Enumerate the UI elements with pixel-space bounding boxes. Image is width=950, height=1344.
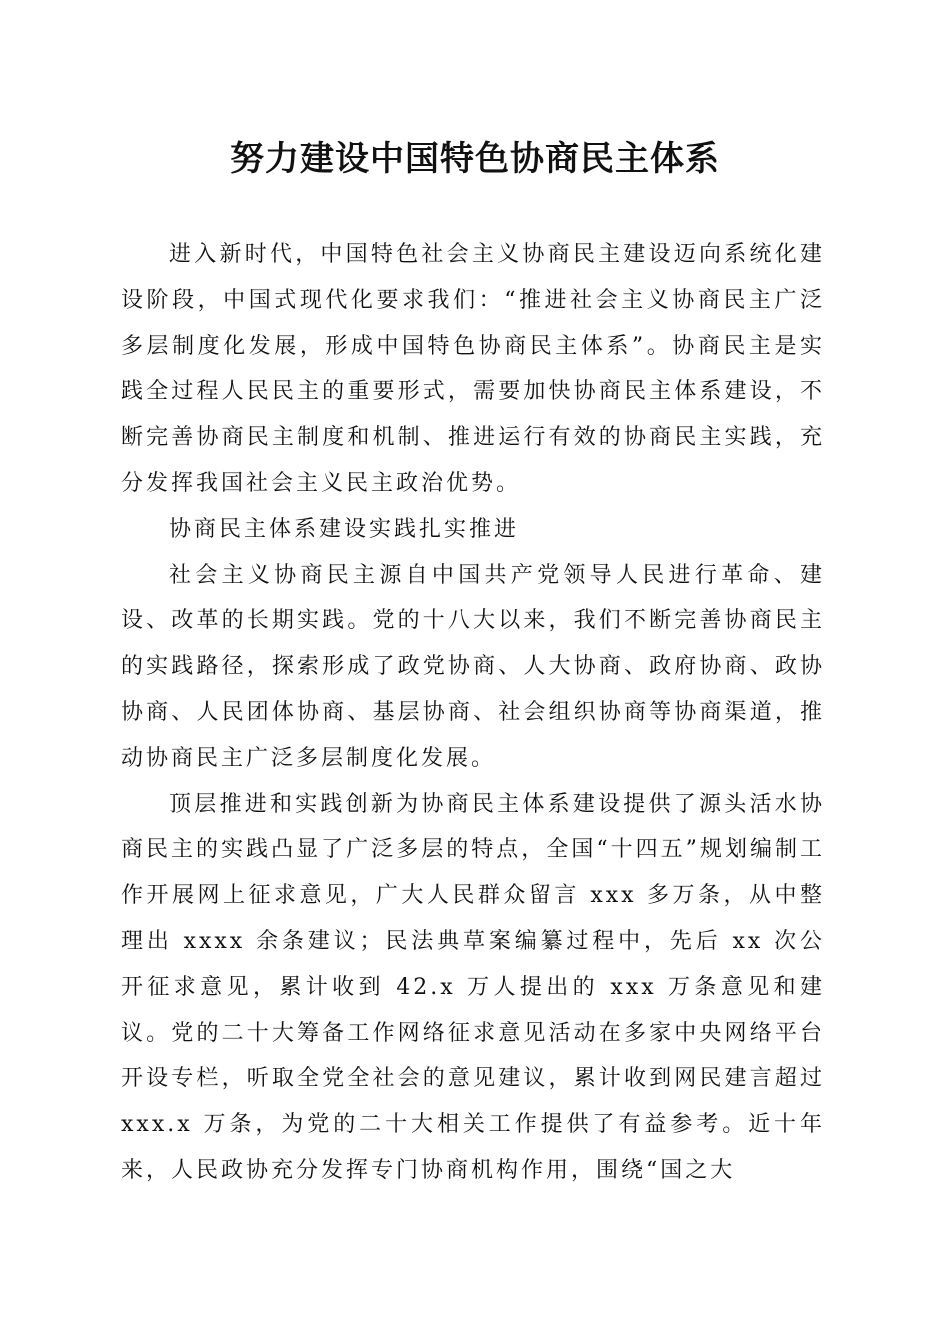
paragraph-practice: 顶层推进和实践创新为协商民主体系建设提供了源头活水协商民主的实践凸显了广泛多层的特点，全国“十四五”规划编制工作开展网上征求意见，广大人民群众留言 xxx 多万条，从中整理出 xxxx 余条建议；民法典草案编纂过程中，先后 xx 次公开征求意见，累计收到 42.x 万人提出的 xxx 万条意见和建议。党的二十大筹备工作网络征求意见活动在多家中央网络平台开设专栏，听取全党全社会的意见建议，累计收到网民建言超过 xxx.x 万条，为党的二十大相关工作提供了有益参考。近十年来，人民政协充分发挥专门协商机构作用，围绕“国之大 bbox=[121, 791, 825, 1183]
paragraph-origin: 社会主义协商民主源自中国共产党领导人民进行革命、建设、改革的长期实践。党的十八大以来，我们不断完善协商民主的实践路径，探索形成了政党协商、人大协商、政府协商、政协协商、人民团体协商、基层协商、社会组织协商等协商渠道，推动协商民主广泛多层制度化发展。 bbox=[121, 562, 825, 771]
section-heading: 协商民主体系建设实践扎实推进 bbox=[169, 516, 520, 542]
document-body bbox=[121, 232, 825, 1194]
paragraph-intro: 进入新时代，中国特色社会主义协商民主建设迈向系统化建设阶段，中国式现代化要求我们：“推进社会主义协商民主广泛多层制度化发展，形成中国特色协商民主体系”。协商民主是实践全过程人民民主的重要形式，需要加快协商民主体系建设，不断完善协商民主制度和机制、推进运行有效的协商民主实践，充分发挥我国社会主义民主政治优势。 bbox=[121, 242, 825, 496]
document-title: 努力建设中国特色协商民主体系 bbox=[230, 139, 720, 179]
